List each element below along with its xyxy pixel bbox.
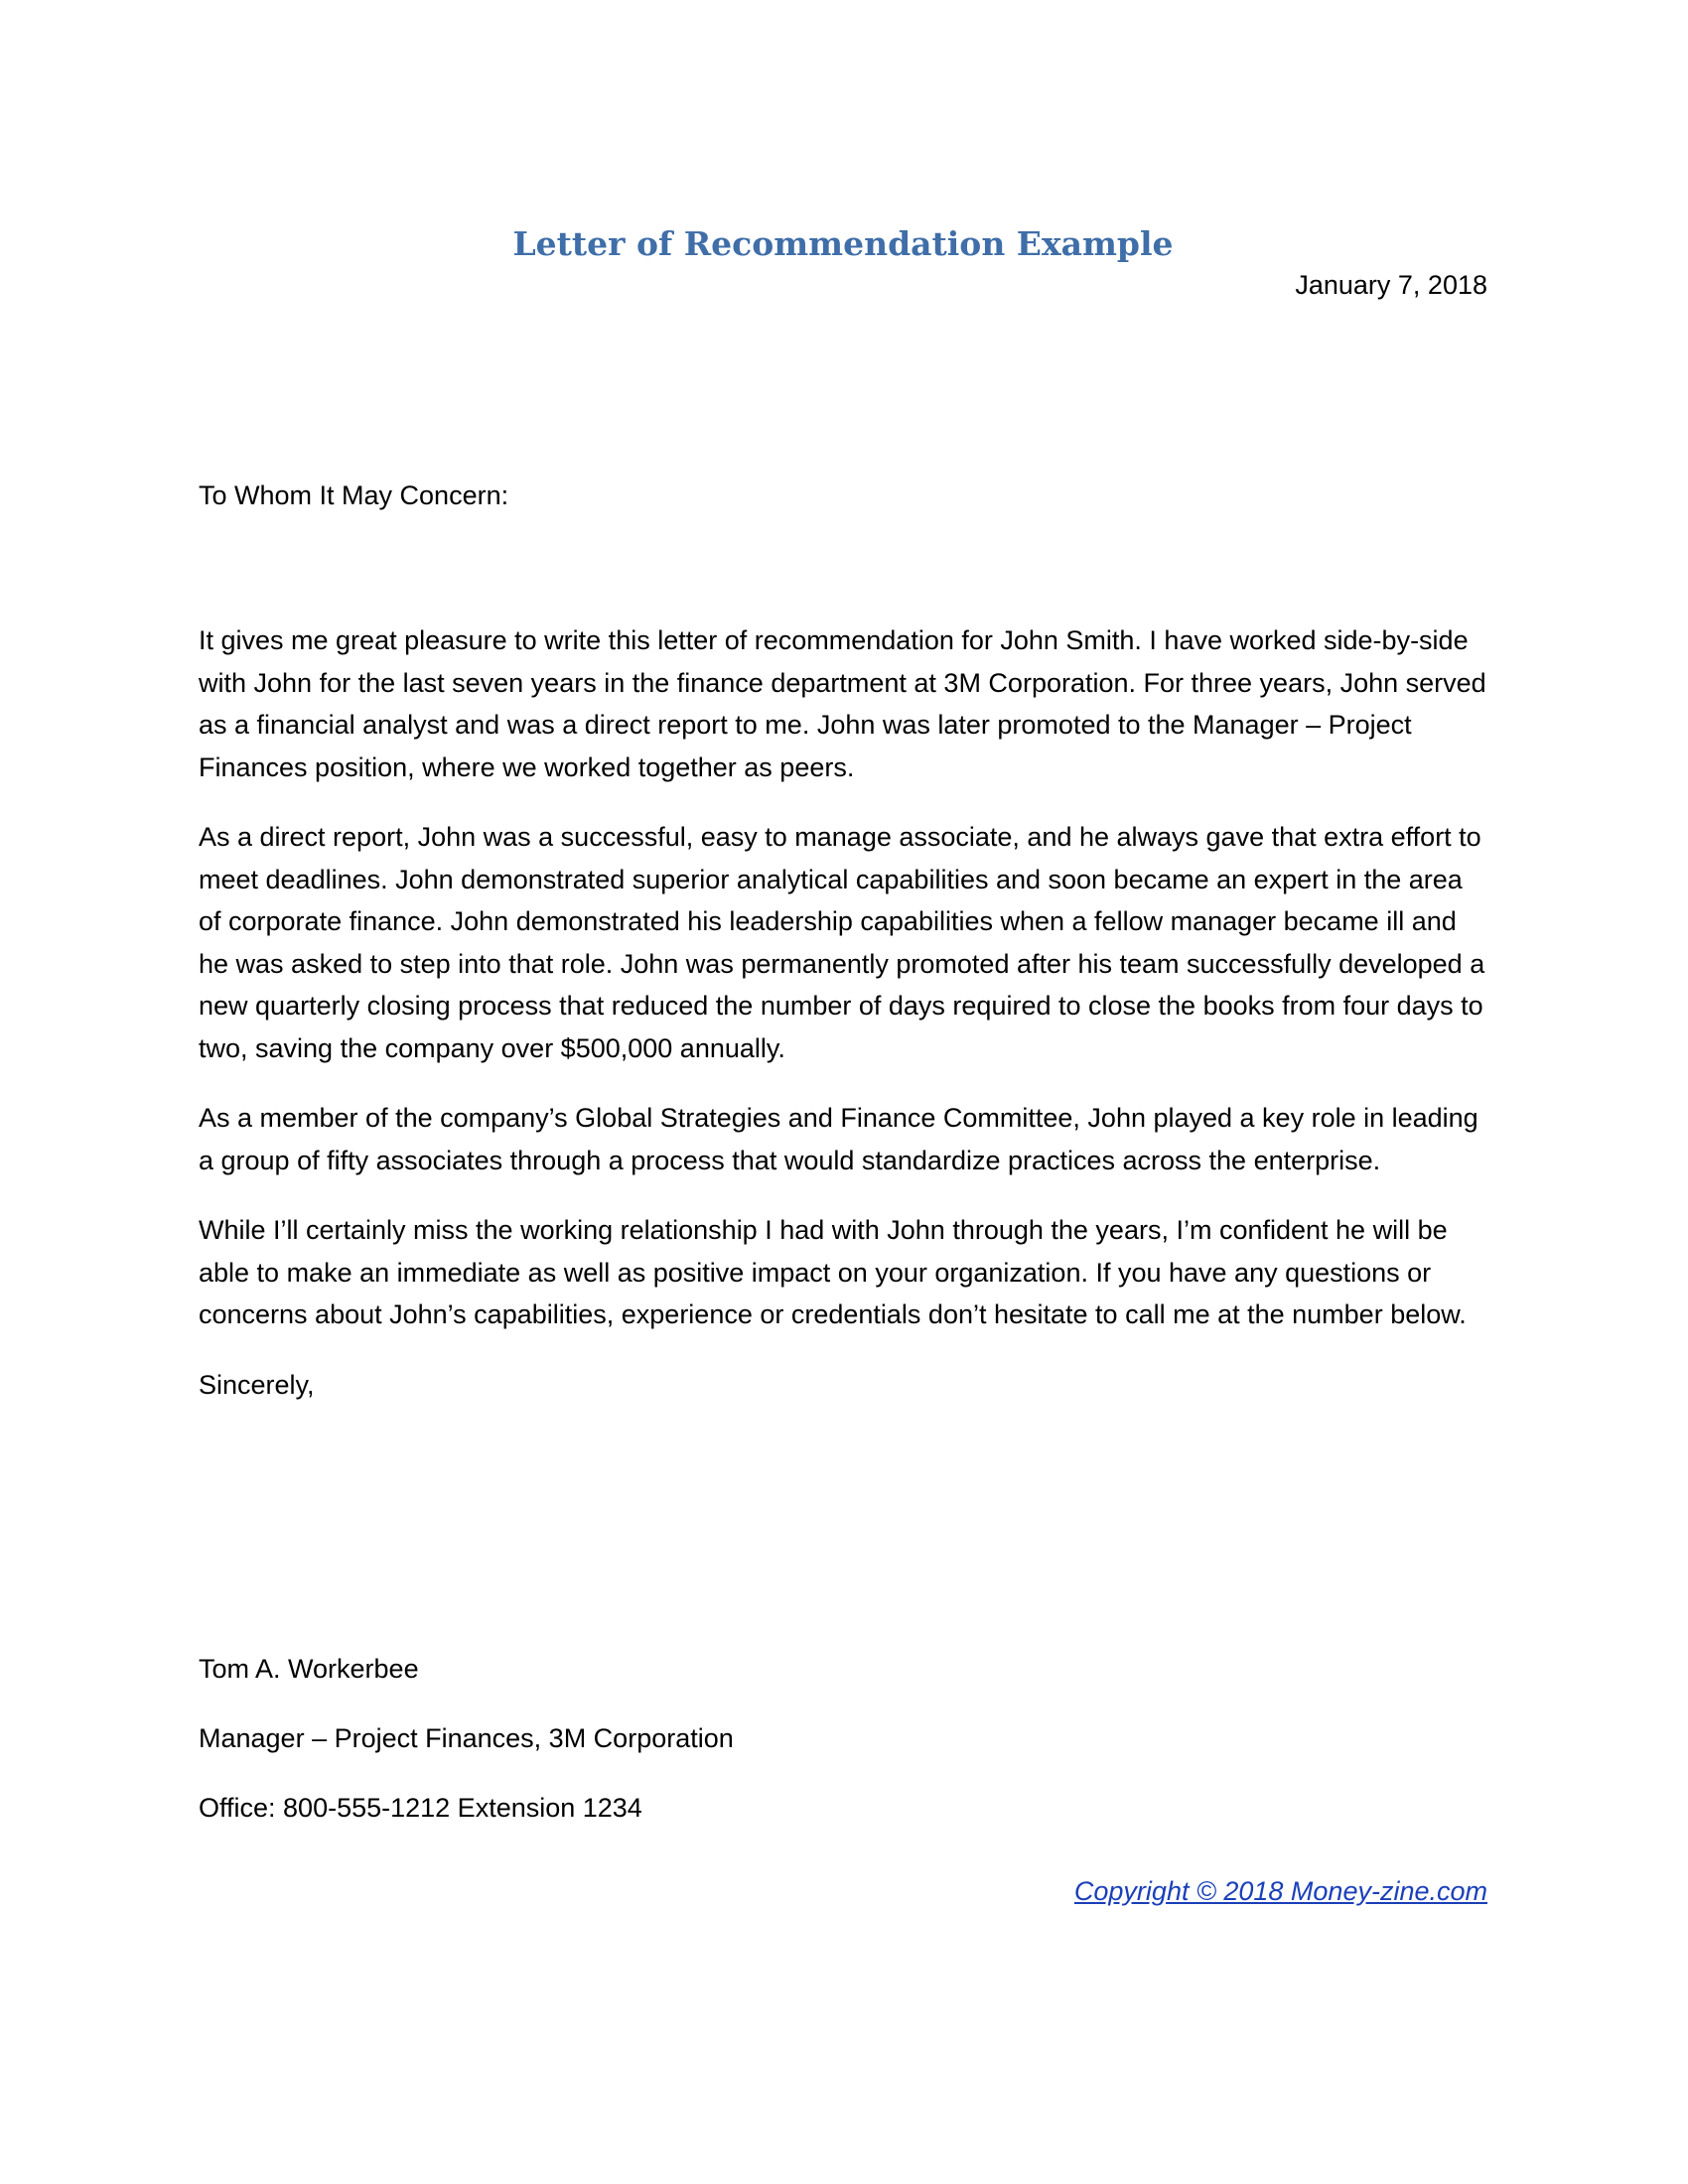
letter-page <box>199 0 1487 2184</box>
letter-body <box>199 619 1487 1433</box>
closing: Sincerely, <box>199 1369 315 1400</box>
letter-date: January 7, 2018 <box>1295 270 1487 300</box>
signer-phone: Office: 800-555-1212 Extension 1234 <box>199 1793 642 1823</box>
paragraph-3: As a member of the company’s Global Strategies and Finance Committee, John played a key role in leading a group of fifty associates through a process that would standardize practices across the enterprise. <box>199 1103 1478 1175</box>
paragraph-2: As a direct report, John was a successful, easy to manage associate, and he always gave that extra effort to meet deadlines. John demonstrated superior analytical capabilities and soon became an expert in the area of corporate finance. John demonstrated his leadership capabilities when a fellow manager became ill and he was asked to step into that role. John was permanently promoted after his team successfully developed a new quarterly closing process that reduced the number of days required to close the books from four days to two, saving the company over $500,000 annually. <box>199 822 1485 1063</box>
paragraph-4: While I’ll certainly miss the working relationship I had with John through the years, I’m confident he will be able to make an immediate as well as positive impact on your organization. If you have any questions or concerns about John’s capabilities, experience or credentials don’t hesitate to call me at the number below. <box>199 1215 1467 1329</box>
paragraph-1: It gives me great pleasure to write this letter of recommendation for John Smith. I have worked side-by-side with John for the last seven years in the finance department at 3M Corporation. For three years, John served as a financial analyst and was a direct report to me. John was later promoted to the Manager – Project Finances position, where we worked together as peers. <box>199 625 1486 782</box>
letter-title: Letter of Recommendation Example <box>512 224 1174 263</box>
copyright-link[interactable]: Copyright © 2018 Money-zine.com <box>1073 1876 1487 1906</box>
salutation: To Whom It May Concern: <box>199 480 509 510</box>
signer-name: Tom A. Workerbee <box>199 1654 419 1684</box>
signer-title: Manager – Project Finances, 3M Corporation <box>199 1723 734 1753</box>
